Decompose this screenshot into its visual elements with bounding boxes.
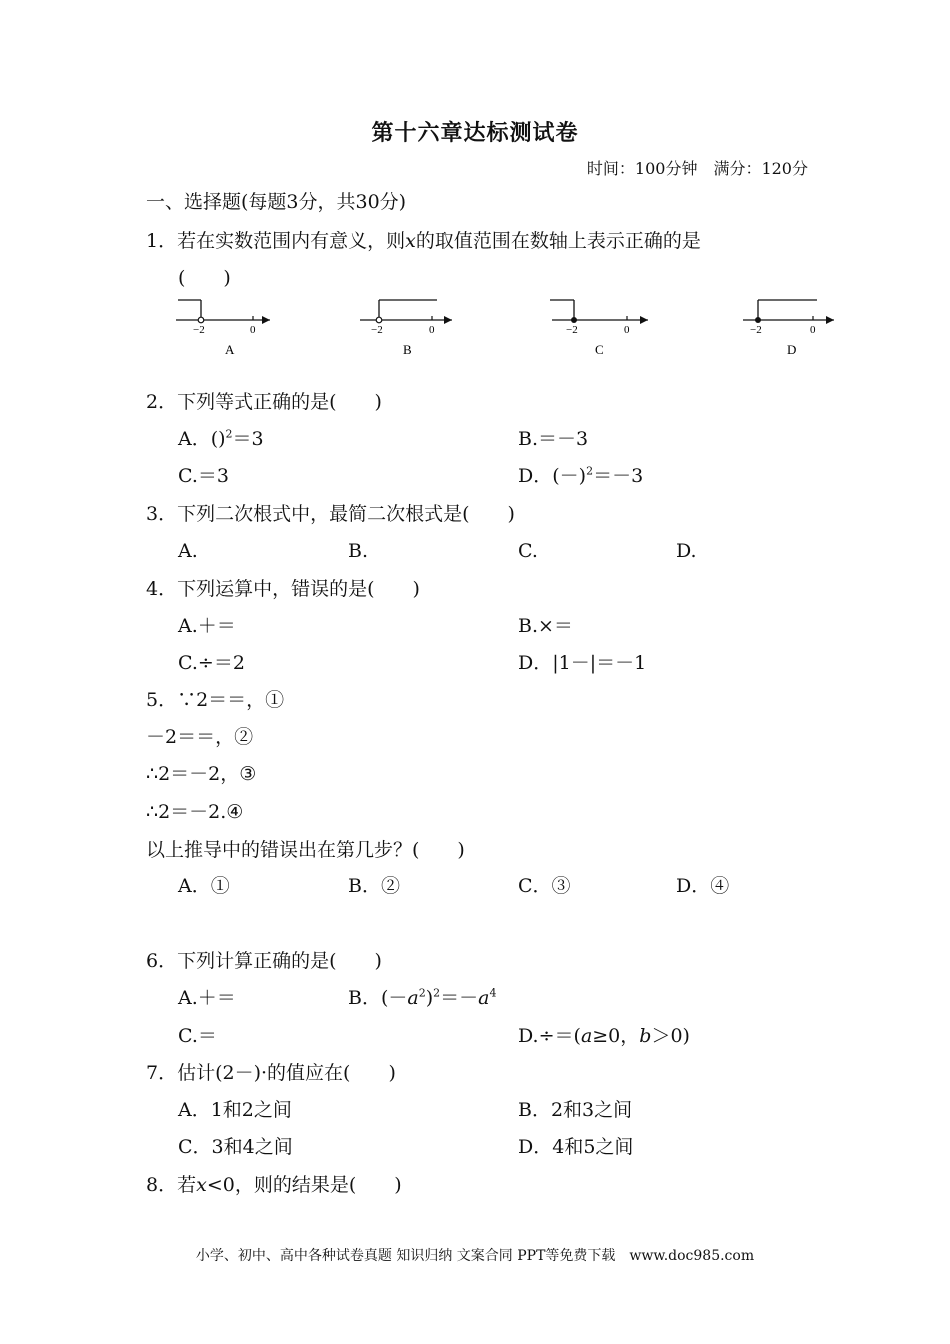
question-4-option-b: B.×＝: [518, 615, 573, 637]
question-2-option-c: C.＝3: [178, 465, 229, 487]
question-5-option-d: D．④: [676, 875, 730, 897]
option-b-number-line: [360, 300, 452, 357]
question-7-stem: 7．估计(2－)·的值应在( ): [146, 1062, 396, 1084]
question-3-option-c: C.: [518, 540, 538, 562]
number-line-figures: [160, 290, 860, 365]
question-6-option-c: C.＝: [178, 1025, 217, 1047]
tick-label: 0: [429, 324, 435, 336]
option-d-number-line: [743, 300, 834, 357]
question-7-option-d: D．4和5之间: [518, 1136, 634, 1158]
exam-meta: 时间：100分钟 满分：120分: [586, 159, 808, 178]
page-title: 第十六章达标测试卷: [371, 120, 579, 146]
question-6-option-a: A.＋＝: [178, 987, 236, 1009]
question-5-line-1: 5．∵2＝＝，①: [146, 689, 285, 711]
question-2-option-d: D．$(-)^2=-3$: [518, 464, 644, 487]
question-7-option-a: A．1和2之间: [178, 1099, 292, 1121]
question-1-paren: ( ): [178, 267, 231, 289]
tick-label: 0: [250, 324, 256, 336]
tick-label: 0: [624, 324, 630, 336]
question-7-option-c: C．3和4之间: [178, 1136, 293, 1158]
tick-label: 0: [810, 324, 816, 336]
question-5-line-3: ∴2＝－2，③: [146, 763, 257, 785]
section-heading: 一、选择题(每题3分，共30分): [146, 191, 407, 213]
tick-label: −2: [371, 324, 383, 336]
question-3-option-b: B.: [348, 540, 369, 562]
question-5-line-2: －2＝＝，②: [146, 726, 254, 748]
question-4-option-d: D．|1－|＝－1: [518, 652, 647, 674]
question-1-stem: 1．若在实数范围内有意义，则x的取值范围在数轴上表示正确的是: [146, 230, 701, 252]
question-6-stem: 6．下列计算正确的是( ): [146, 950, 382, 972]
question-4-option-a: A.＋＝: [178, 615, 236, 637]
question-3-option-d: D.: [676, 540, 697, 562]
tick-label: −2: [566, 324, 578, 336]
option-label: D: [787, 342, 797, 357]
question-5-line-5: 以上推导中的错误出在第几步？( ): [146, 839, 465, 861]
question-3-stem: 3．下列二次根式中，最简二次根式是( ): [146, 503, 515, 525]
option-c-number-line: [550, 300, 648, 357]
question-3-option-a: A.: [178, 540, 198, 562]
option-label: C: [595, 342, 604, 357]
question-5-option-c: C．③: [518, 875, 571, 897]
question-2-stem: 2．下列等式正确的是( ): [146, 391, 382, 413]
question-5-option-b: B．②: [348, 875, 400, 897]
question-5-option-a: A．①: [178, 875, 230, 897]
question-6-option-b: B．$(-a^2)^2=-a^4$: [348, 986, 497, 1009]
option-label: B: [403, 342, 412, 357]
question-2-option-a: A．()$^2$＝3: [178, 427, 264, 450]
option-label: A: [225, 342, 235, 357]
question-8-stem: 8．若x<0，则的结果是( ): [146, 1174, 402, 1196]
tick-label: −2: [750, 324, 762, 336]
question-4-stem: 4．下列运算中，错误的是( ): [146, 578, 420, 600]
option-a-number-line: [176, 300, 270, 357]
question-4-option-c: C.÷＝2: [178, 652, 245, 674]
question-2-option-b: B.＝－3: [518, 428, 589, 450]
question-6-option-d: D.÷＝(a≥0，b＞0): [518, 1025, 690, 1047]
question-5-line-4: ∴2＝－2.④: [146, 801, 244, 823]
tick-label: −2: [193, 324, 205, 336]
footer-text: 小学、初中、高中各种试卷真题 知识归纳 文案合同 PPT等免费下载 www.doc985.com: [195, 1248, 755, 1264]
question-7-option-b: B．2和3之间: [518, 1099, 633, 1121]
